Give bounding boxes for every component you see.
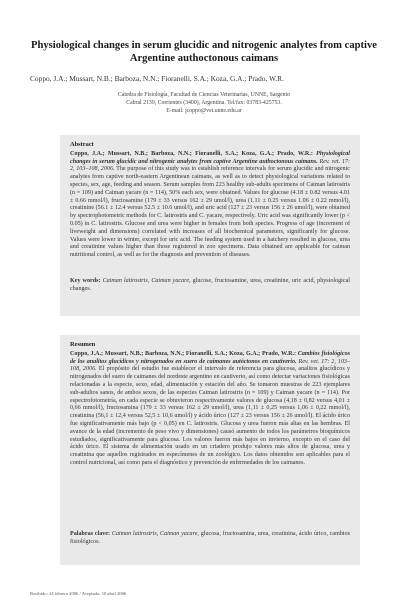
affiliation [30,91,378,116]
resumen-body: El propósito del estudio fue establecer el intervalo de referencia para glucosa, analitos glucídicos y nitrogenados del suero de caimanes del nordeste argentino en cautiverio, así como detectar variaciones fisiológicas relacionadas a la especie, sexo, edad, alimentación y estación del año. Se tomaron muestras de 223 ejemplares sub-adultos sanos, de ambos sexos, de las especies Caiman latirostris (n = 109) y Caiman yacare (n = 114). Por espectrofotometría, en cada especie se obtuvieron respectivamente valores de glucosa (4,18 ± 0,82 versus 4,01 ± 0,66 mmol/l), fructosamina (179 ± 33 versus 162 ± 29 umol/l), urea (1,11 ± 0,25 versus 1,06 ± 0,22 mmol/l), creatinina (56,1 ± 12,4 versus 52,5 ± 10,6 umol/l) y ácido úrico (127 ± 23 versus 156 ± 26 umol/l). El ácido úrico fue significativamente más bajo (p < 0,05) en C. latirostris. Glucosa y urea fueron más altas en las hembras. El avance de la edad (incremento de peso vivo y dimensiones) causó aumento de todos los parámetros bioquímicos estudiados, significativamente para glucosa. Los valores fueron más bajos en invierno, excepto en el caso del ácido úrico. El sistema de alimentación usado en un criadero produjo valores más altos de glucosa, urea y creatinina que aquellos registrados en especímenes de un zoológico. Los datos obtenidos son aplicables para el control nutricional, así como para el diagnóstico y prevención de enfermedades de los caimanes. [70,366,350,466]
author-list: Coppo, J.A.; Mussart, N.B.; Barboza, N.N.; Fioranelli, S.A.; Koza, G.A.; Prado, W.R. [30,74,284,83]
keywords-species: Caiman latirostris, Caiman yacare, [102,278,191,284]
keywords-rest: glucose, fructosamine, urea, creatinine, uric acid, physiological changes. [70,278,350,292]
resumen-citation: Rev. vet. 17: 2, 103–108, 2006. [70,358,350,373]
resumen-text [70,351,350,468]
resumen-keywords [70,531,350,547]
abstract-text [70,151,350,260]
affiliation-email: E-mail: jcoppo@vet.unne.edu.ar [166,108,242,115]
abstract-keywords [70,278,350,294]
palabras-clave-rest: glucosa, fructosamina, urea, creatinina, ácido úrico, cambios fisiológicos. [70,531,350,545]
palabras-clave-label: Palabras clave: [70,531,111,537]
palabras-clave-species: Caiman latirostris, Caiman yacare, [111,531,199,537]
abstract-authors: Coppo, J.A.; Mussart, N.B.; Barboza, N.N.; Fioranelli, S.A.; Koza, G.A.; Prado, W.R.: [70,150,313,157]
abstract-body: The purpose of this study was to establish reference intervals for serum glucidic and nitrogenic analytes from captive north-eastern Argentinean caimans, as well as to detect physiological variations related to species, sex, age, feeding and season. Serum samples from 223 healthy sub-adults specimens of Caiman latirostris (n = 109) and Caiman yacare (n = 114), 50% each sex, were obtained. Values for glucose (4.18 ± 0.82 versus 4.01 ± 0.66 mmol/l), fructosamine (179 ± 33 versus 162 ± 29 umol/l), urea (1.11 ± 0.25 versus 1.06 ± 0.22 mmol/l), creatinine (56.1 ± 12.4 versus 52.5 ± 10.6 umol/l), and uric acid (127 ± 23 versus 156 ± 26 umol/l), were obtained by spectrophotometric methods for C. latirostris and C. yacare, respectively. Uric acid was significantly lower (p < 0.05) in C. latirostris. Glucose and urea were higher in females from both species. Progress of age (increment of liveweight and dimensions) correlated with increases of all biochemical parameters, significantly for glucose. Values were lower in winter, except for uric acid. The feeding system used in a hatchery resulted in glucose, urea and creatinine values higher than those registered in zoo specimens. Data obtained are applicable for caiman nutritional control, as well as for the diagnosis and prevention of diseases. [70,166,350,259]
article-title: Physiological changes in serum glucidic and nitrogenic analytes from captive Argentine authoctonous caimans [31,40,377,64]
resumen-box [60,335,360,565]
resumen-authors: Coppo, J.A.; Mussart, N.B.; Barboza, N.N.; Fioranelli, S.A.; Koza, G.A.; Prado, W.R.: [70,350,297,357]
received-date: Recibido: 24 febrero 2006 / Aceptado: 10 abril 2006 [30,591,127,596]
resumen-heading: Resumen [70,341,96,348]
affiliation-line: Cátedra de Fisiología, Facultad de Ciencias Veterinarias, UNNE, Sargento [117,92,291,98]
affiliation-line: Cabral 2139, Corrientes (3400), Argentina. Tel/fax: 03783-425753. [126,100,282,107]
abstract-article-title: Physiological changes in serum glucidic and nitrogenic analytes from captive Argentine authoctonous caimans. [70,150,350,165]
abstract-heading: Abstract [70,141,94,148]
resumen-article-title: Cambios fisiológicos de los analitos glucídicos y nitrogenados en suero de caimanes autóctonos en cautiverio. [70,350,350,365]
abstract-citation: Rev. vet. 17: 2, 103–108, 2006. [70,158,351,173]
keywords-label: Key words: [70,278,101,284]
abstract-box [60,135,360,316]
